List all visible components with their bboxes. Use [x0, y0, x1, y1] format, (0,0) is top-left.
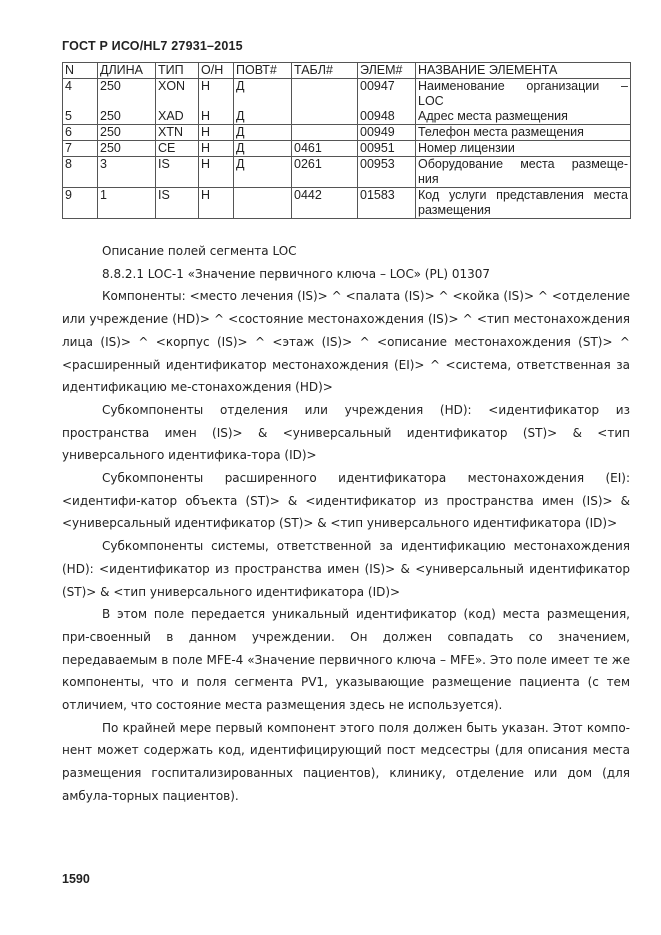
cell-table: 0261 [292, 157, 358, 188]
cell-name-line: Код услуги представления места [418, 188, 628, 202]
cell-n: 5 [63, 109, 98, 125]
paragraph-system-subcomponents: Субкомпоненты системы, ответственной за идентификацию местонахождения (HD): <идентификатор из пространства имен (IS)> & <универсальный идентификатор (ST)> & <тип универсального идентификатора (ID)> [62, 539, 630, 599]
cell-length: 250 [98, 79, 156, 110]
cell-name [416, 79, 631, 110]
cell-length: 250 [98, 125, 156, 141]
cell-repeat [234, 188, 292, 219]
column-header: О/Н [199, 63, 234, 79]
segment-fields-table [62, 62, 631, 219]
cell-repeat: Д [234, 125, 292, 141]
paragraph-field-description: В этом поле передается уникальный идентификатор (код) места размещения, при-своенный в данном учреждении. Он должен совпадать со значением, передаваемым в поле MFE-4 «Значение первичного ключа – MFE». Это поле имеет те же компоненты, что и поля сегмента PV1, указывающие размещение пациента (с тем отличием, что состояние места размещения здесь не используется). [62, 607, 630, 713]
cell-n: 6 [63, 125, 98, 141]
cell-n: 9 [63, 188, 98, 219]
cell-table [292, 79, 358, 110]
body-text [62, 240, 630, 808]
cell-n: 7 [63, 141, 98, 157]
cell-name [416, 157, 631, 188]
paragraph-first-component: По крайней мере первый компонент этого поля должен быть указан. Этот компо-нент может содержать код, идентифицирующий пост медсестры (для описания места размещения госпитализированных пациентов), клинику, отделение или дом (для амбула-торных пациентов). [62, 720, 630, 803]
column-header: ДЛИНА [98, 63, 156, 79]
paragraph-hd-subcomponents: Субкомпоненты отделения или учреждения (HD): <идентификатор из пространства имен (IS)> & <универсальный идентификатор (ST)> & <тип универсального идентифика-тора (ID)> [62, 402, 630, 463]
cell-element: 00947 [358, 79, 416, 110]
table-row [63, 125, 631, 141]
cell-repeat: Д [234, 157, 292, 188]
cell-type: XON [156, 79, 199, 110]
cell-table: 0442 [292, 188, 358, 219]
table-row [63, 109, 631, 125]
cell-repeat: Д [234, 141, 292, 157]
cell-optional: Н [199, 79, 234, 110]
cell-name-line: LOC [418, 94, 444, 108]
cell-n: 4 [63, 79, 98, 110]
cell-length: 250 [98, 141, 156, 157]
cell-name: Адрес места размещения [416, 109, 631, 125]
column-header: ТИП [156, 63, 199, 79]
paragraph-ei-subcomponents: Субкомпоненты расширенного идентификатора местонахождения (EI): <идентифи-катор объекта (ST)> & <идентификатор из пространства имен (IS)> & <универсальный идентификатор (ST)> & <тип универсального идентификатора (ID)> [62, 471, 630, 531]
cell-table [292, 109, 358, 125]
table-header-row [63, 63, 631, 79]
cell-type: IS [156, 188, 199, 219]
cell-element: 00949 [358, 125, 416, 141]
table-row [63, 188, 631, 219]
cell-type: IS [156, 157, 199, 188]
table-row [63, 141, 631, 157]
table-row [63, 79, 631, 110]
cell-table: 0461 [292, 141, 358, 157]
cell-repeat: Д [234, 109, 292, 125]
cell-element: 00953 [358, 157, 416, 188]
column-header: ТАБЛ# [292, 63, 358, 79]
cell-type: XAD [156, 109, 199, 125]
page-number: 1590 [62, 872, 90, 886]
cell-name-line: ния [418, 172, 439, 186]
column-header: ЭЛЕМ# [358, 63, 416, 79]
cell-n: 8 [63, 157, 98, 188]
cell-name: Телефон места размещения [416, 125, 631, 141]
column-header: НАЗВАНИЕ ЭЛЕМЕНТА [416, 63, 631, 79]
cell-name-line: Наименование организации – [418, 79, 628, 93]
cell-table [292, 125, 358, 141]
section-caption: Описание полей сегмента LOC [102, 244, 297, 258]
column-header: ПОВТ# [234, 63, 292, 79]
cell-optional: Н [199, 188, 234, 219]
cell-optional: Н [199, 109, 234, 125]
paragraph-components: Компоненты: <место лечения (IS)> ^ <палата (IS)> ^ <койка (IS)> ^ <отделение или учреждение (HD)> ^ <состояние местонахождения (IS)> ^ <тип местонахождения лица (IS)> ^ <корпус (IS)> ^ <этаж (IS)> ^ <описание местонахождения (ST)> ^ <расширенный идентификатор местонахождения (EI)> ^ <система, ответственная за идентификацию ме-стонахождения (HD)> [62, 289, 630, 395]
cell-length: 250 [98, 109, 156, 125]
cell-name-line: Оборудование места размеще- [418, 157, 628, 171]
column-header: N [63, 63, 98, 79]
cell-type: XTN [156, 125, 199, 141]
cell-name-line: размещения [418, 203, 491, 217]
cell-optional: Н [199, 141, 234, 157]
table-row [63, 157, 631, 188]
subsection-heading: 8.8.2.1 LOC-1 «Значение первичного ключа – LOC» (PL) 01307 [102, 266, 491, 281]
cell-name [416, 188, 631, 219]
cell-name: Номер лицензии [416, 141, 631, 157]
cell-optional: Н [199, 125, 234, 141]
cell-element: 00951 [358, 141, 416, 157]
cell-repeat: Д [234, 79, 292, 110]
cell-optional: Н [199, 157, 234, 188]
cell-type: CE [156, 141, 199, 157]
cell-length: 3 [98, 157, 156, 188]
cell-element: 00948 [358, 109, 416, 125]
cell-element: 01583 [358, 188, 416, 219]
cell-length: 1 [98, 188, 156, 219]
document-header: ГОСТ Р ИСО/HL7 27931–2015 [62, 39, 243, 53]
